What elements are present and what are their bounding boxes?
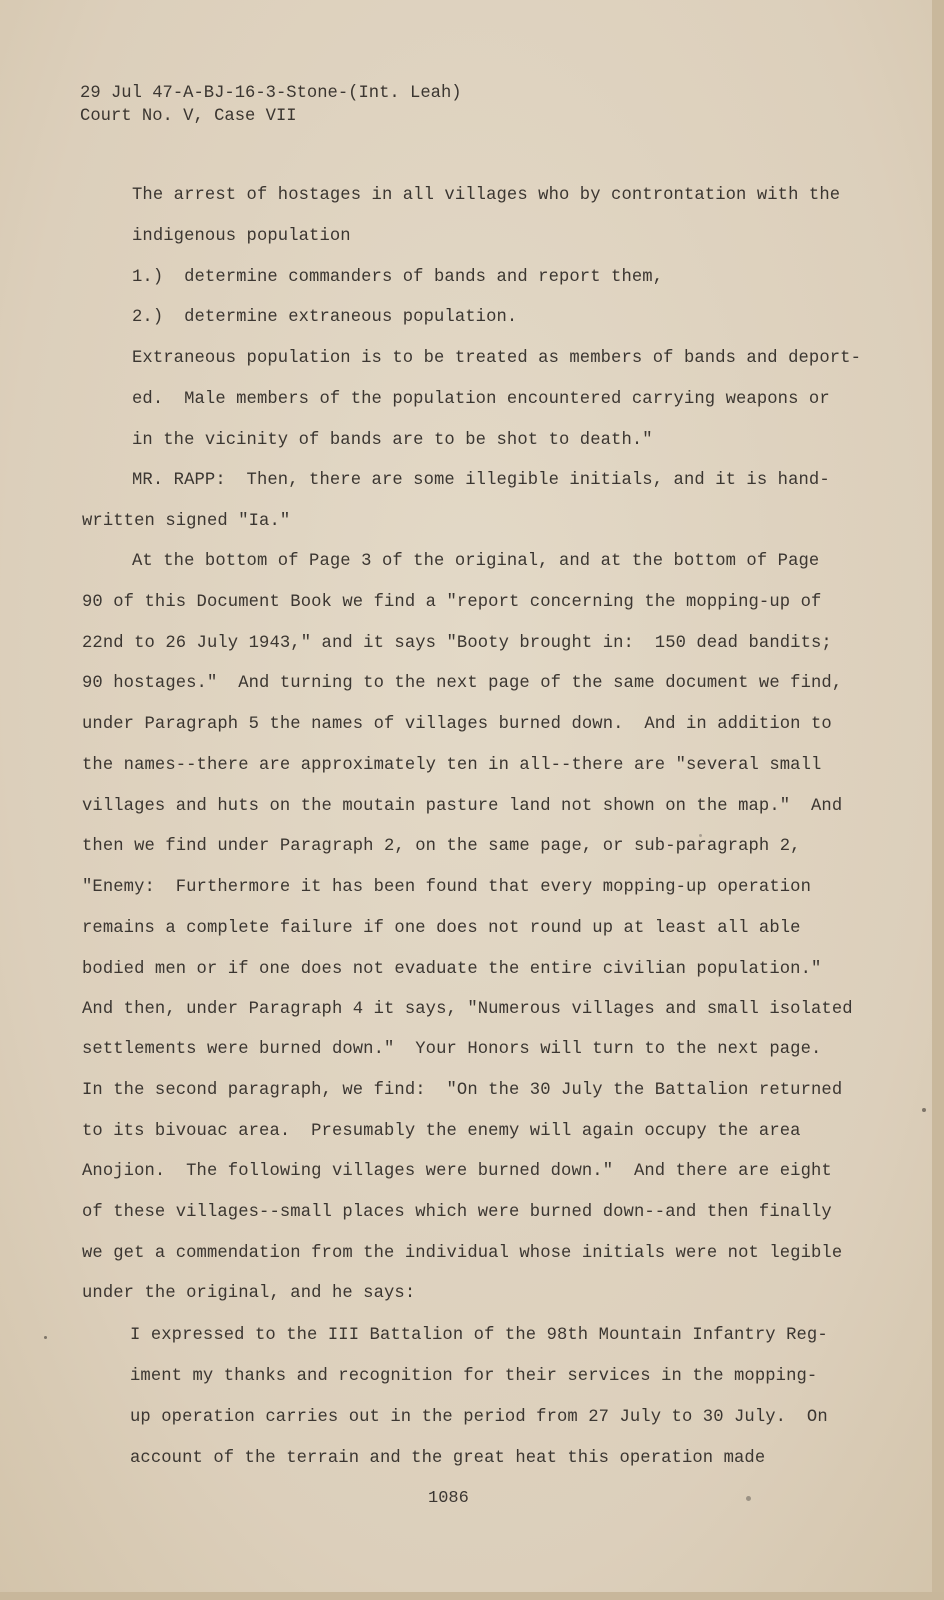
page-number: 1086 bbox=[428, 1489, 469, 1508]
text-line: I expressed to the III Battalion of the 98th Mountain Infantry Reg- bbox=[130, 1326, 828, 1345]
text-line: to its bivouac area. Presumably the enemy will again occupy the area bbox=[82, 1122, 801, 1141]
text-line: 2.) determine extraneous population. bbox=[132, 308, 518, 327]
text-line: we get a commendation from the individual whose initials were not legible bbox=[82, 1244, 843, 1263]
text-line: bodied men or if one does not evaduate the entire civilian population." bbox=[82, 960, 822, 979]
text-line: written signed "Ia." bbox=[82, 512, 291, 531]
header-court: Court No. V, Case VII bbox=[80, 107, 297, 126]
paper-speck bbox=[44, 1336, 47, 1339]
text-line: indigenous population bbox=[132, 227, 351, 246]
text-line: At the bottom of Page 3 of the original, and at the bottom of Page bbox=[132, 552, 820, 571]
paper-edge-right bbox=[932, 0, 944, 1600]
text-line: Anojion. The following villages were burned down." And there are eight bbox=[82, 1162, 832, 1181]
text-line: up operation carries out in the period from 27 July to 30 July. On bbox=[130, 1408, 828, 1427]
text-line: then we find under Paragraph 2, on the same page, or sub-paragraph 2, bbox=[82, 837, 801, 856]
text-line: in the vicinity of bands are to be shot to death." bbox=[132, 431, 653, 450]
text-line: Extraneous population is to be treated as members of bands and deport- bbox=[132, 349, 861, 368]
text-line: remains a complete failure if one does not round up at least all able bbox=[82, 919, 801, 938]
text-line: account of the terrain and the great heat this operation made bbox=[130, 1449, 766, 1468]
text-line: MR. RAPP: Then, there are some illegible initials, and it is hand- bbox=[132, 471, 830, 490]
paper-speck bbox=[699, 834, 702, 837]
text-line: And then, under Paragraph 4 it says, "Numerous villages and small isolated bbox=[82, 1000, 853, 1019]
paper-speck bbox=[922, 1108, 926, 1112]
header-reference: 29 Jul 47-A-BJ-16-3-Stone-(Int. Leah) bbox=[80, 84, 462, 103]
text-line: 22nd to 26 July 1943," and it says "Booty brought in: 150 dead bandits; bbox=[82, 634, 832, 653]
document-header bbox=[80, 82, 462, 128]
text-line: of these villages--small places which were burned down--and then finally bbox=[82, 1203, 832, 1222]
text-line: 1.) determine commanders of bands and report them, bbox=[132, 268, 664, 287]
text-line: The arrest of hostages in all villages who by controntation with the bbox=[132, 186, 841, 205]
text-line: "Enemy: Furthermore it has been found that every mopping-up operation bbox=[82, 878, 811, 897]
text-line: 90 hostages." And turning to the next page of the same document we find, bbox=[82, 674, 843, 693]
paper-speck bbox=[746, 1496, 751, 1501]
text-line: villages and huts on the moutain pasture land not shown on the map." And bbox=[82, 797, 843, 816]
text-line: ed. Male members of the population encountered carrying weapons or bbox=[132, 390, 830, 409]
paper-edge-bottom bbox=[0, 1592, 944, 1600]
text-line: under Paragraph 5 the names of villages burned down. And in addition to bbox=[82, 715, 832, 734]
text-line: under the original, and he says: bbox=[82, 1284, 416, 1303]
text-line: the names--there are approximately ten in all--there are "several small bbox=[82, 756, 822, 775]
text-line: 90 of this Document Book we find a "report concerning the mopping-up of bbox=[82, 593, 822, 612]
text-line: settlements were burned down." Your Honors will turn to the next page. bbox=[82, 1040, 822, 1059]
text-line: In the second paragraph, we find: "On the 30 July the Battalion returned bbox=[82, 1081, 843, 1100]
text-line: iment my thanks and recognition for their services in the mopping- bbox=[130, 1367, 818, 1386]
